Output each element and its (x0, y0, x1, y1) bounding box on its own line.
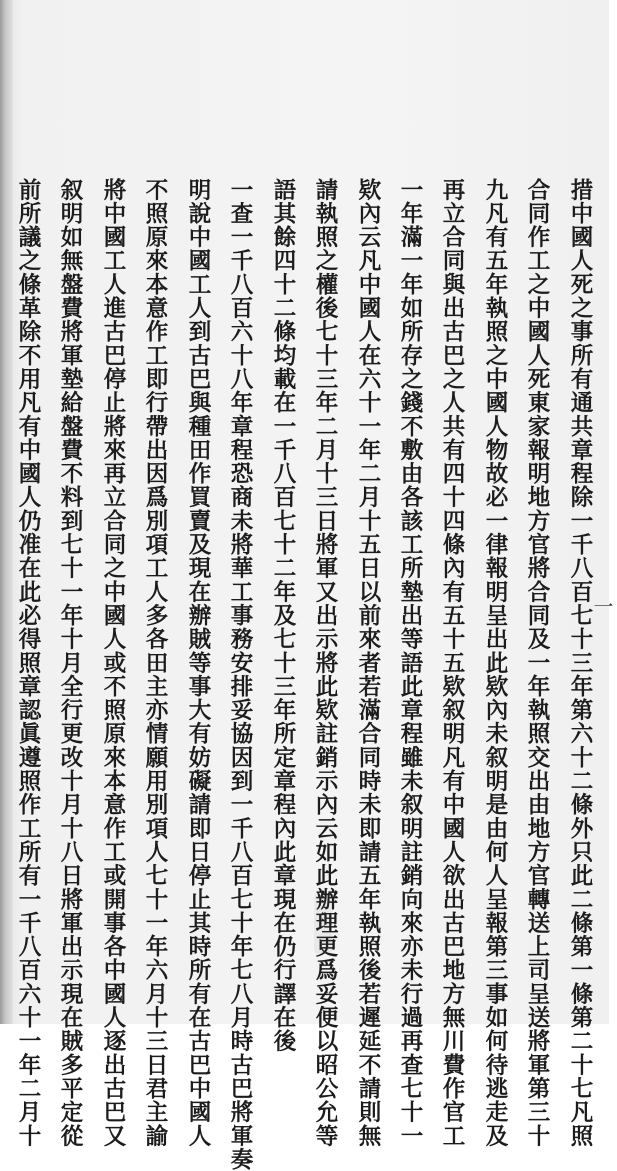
margin-mark: 一 (590, 596, 614, 616)
text-column-14: 前所議之條革除不用凡有中國人仍准在此必得照章認眞遵照作工所有一千八百六十一年二月十 (15, 178, 41, 1148)
text-column-6: 欵內云凡中國人在六十一年二月十五日以前來者若滿合同時未即請五年執照後若遲延不請則無 (355, 178, 381, 1148)
text-column-5: 一年滿一年如所存之錢不敷由各該工所墊出等語此章程雖未叙明註銷向來亦未行過再查七十一 (397, 178, 423, 1148)
text-column-8: 語其餘四十二條均載在一千八百七十二年及七十三年所定章程內此章現在仍行譯在後 (270, 178, 296, 1054)
text-column-9: 一查一千八百六十八年章程恐商未將華工事務安排妥協因到一千八百七十年七八月時古巴將軍奏 (227, 178, 253, 1171)
text-column-1: 措中國人死之事所有通共章程除一千八百七十三年第六十二條外只此二條第一條第二十七凡照 (567, 178, 593, 1148)
text-column-10: 明說中國工人到古巴與種田作買賣及現在辦賊等事大有妨礙請即日停止其時所有在古巴中國人 (185, 178, 211, 1148)
text-column-2: 合同作工之中國人死東家報明地方官將合同及一年執照交出由地方官轉送上司呈送將軍第三十 (524, 178, 550, 1148)
text-column-3: 九凡有五年執照之中國人物故必一律報明呈出此欵內未叙明是由何人呈報第三事如何待逃走及 (482, 178, 508, 1148)
text-column-7: 請執照之權後七十三年二月十三日將軍又出示將此欵註銷示內云如此辦理更爲妥便以昭公允等 (312, 178, 338, 1148)
text-column-12: 將中國工人進古巴停止將來再立合同之中國人或不照原來本意作工或開事各中國人逐出古巴又 (100, 178, 126, 1148)
text-column-11: 不照原來本意作工即行帶出因爲別項工人多各田主亦情願用別項人七十一年六月十三日君主諭 (142, 178, 168, 1148)
text-column-4: 再立合同與出古巴之人共有四十四條內有五十五欵叙明凡有中國人欲出古巴地方無川費作官工 (439, 178, 465, 1148)
page-binding-shadow (0, 0, 13, 1024)
text-column-13: 叙明如無盤費將軍墊給盤費不料到七十一年十月全行更改十月十八日將軍出示現在賊多平定從 (57, 178, 83, 1148)
faded-stamp (314, 894, 332, 954)
